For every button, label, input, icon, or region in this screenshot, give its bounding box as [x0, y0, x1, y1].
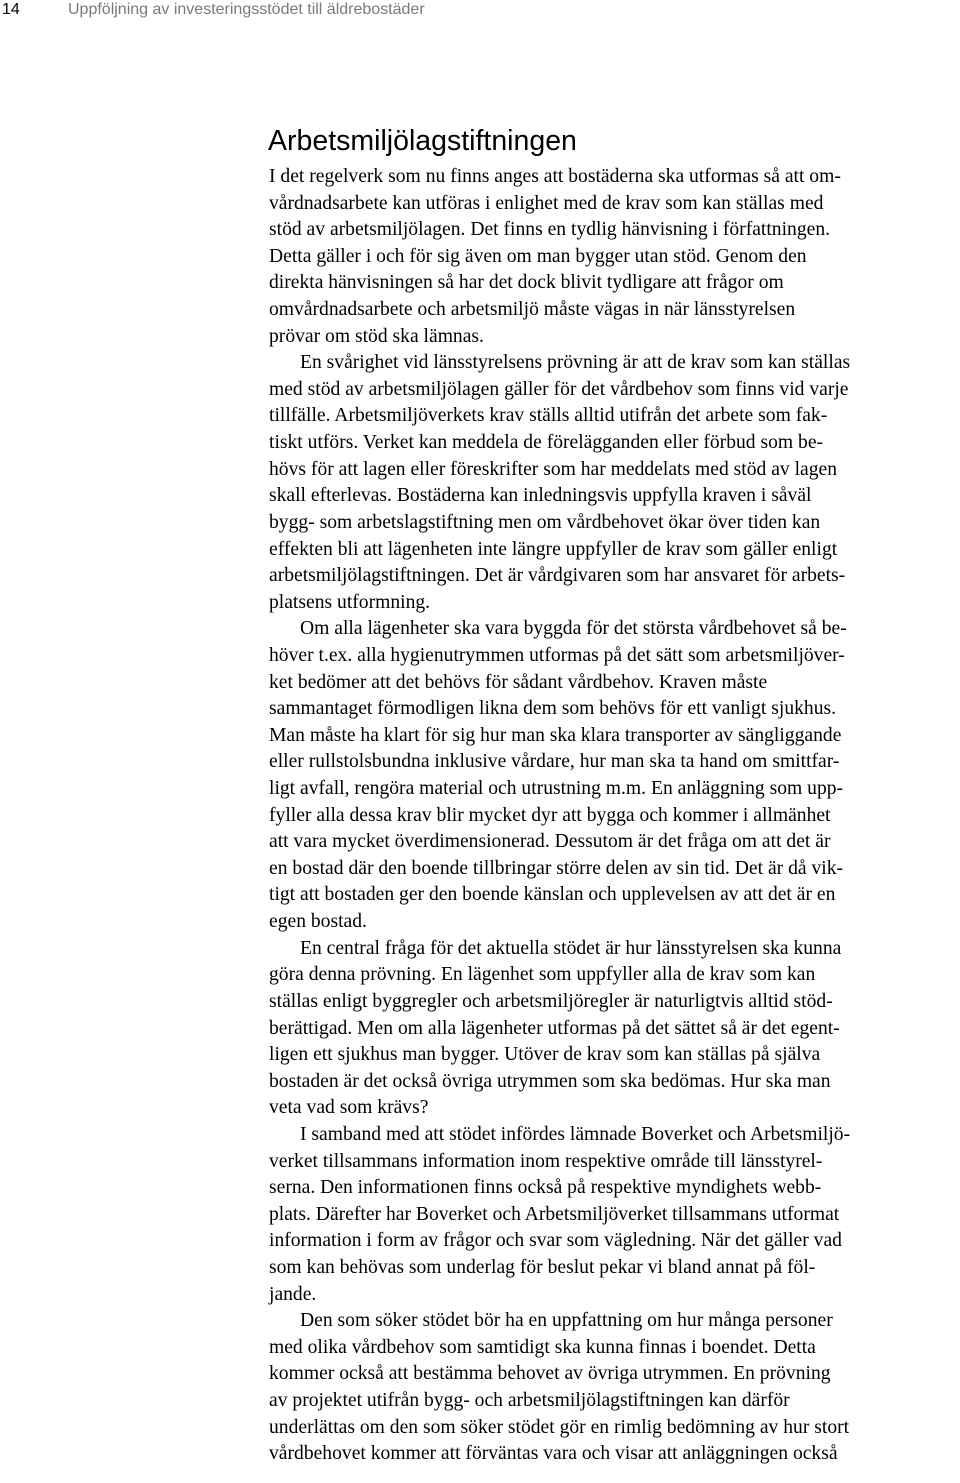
text-line: skall efterlevas. Bostäderna kan inledningsvis uppfylla kraven i såväl [269, 485, 812, 507]
text-line: bostaden är det också övriga utrymmen som ska bedömas. Hur ska man [269, 1070, 831, 1092]
running-header [0, 0, 960, 22]
text-line: höver t.ex. alla hygienutrymmen utformas på det sätt som arbetsmiljöver- [269, 644, 845, 666]
paragraph [269, 350, 959, 616]
text-line: information i form av frågor och svar som vägledning. När det gäller vad [269, 1230, 842, 1252]
section-heading: Arbetsmiljölagstiftningen [268, 125, 577, 157]
text-line: jande. [269, 1283, 317, 1305]
text-line: vårdbehovet kommer att förväntas vara och visar att anläggningen också [269, 1443, 838, 1465]
text-line: direkta hänvisningen så har det dock blivit tydligare att frågor om [269, 272, 784, 294]
text-line: underlättas om den som söker stödet gör en rimlig bedömning av hur stort [269, 1416, 850, 1438]
text-line: ket bedömer att det behövs för sådant vårdbehov. Kraven måste [269, 671, 768, 693]
text-line: verket tillsammans information inom respektive område till länsstyrel- [269, 1150, 823, 1172]
text-line: kommer också att bestämma behovet av övriga utrymmen. En prövning [269, 1363, 831, 1385]
text-line: I det regelverk som nu finns anges att bostäderna ska utformas så att om- [269, 166, 841, 187]
text-line: med stöd av arbetsmiljölagen gäller för det vårdbehov som finns vid varje [269, 378, 849, 400]
text-line: ligt avfall, rengöra material och utrustning m.m. En anläggning som upp- [269, 778, 844, 800]
text-line: berättigad. Men om alla lägenheter utformas på det sättet så är det egent- [269, 1017, 840, 1039]
text-line: sammantaget förmodligen likna dem som behövs för ett vanligt sjukhus. [269, 698, 837, 720]
text-line: vårdnadsarbete kan utföras i enlighet med de krav som kan ställas med [269, 192, 824, 214]
text-line: bygg- som arbetslagstiftning men om vårdbehovet ökar över tiden kan [269, 511, 821, 533]
text-line: göra denna prövning. En lägenhet som uppfyller alla de krav som kan [269, 964, 816, 986]
text-line: ligen ett sjukhus man bygger. Utöver de krav som kan ställas på själva [269, 1044, 821, 1066]
paragraph [269, 1122, 959, 1308]
text-line: eller rullstolsbundna inklusive vårdare, hur man ska ta hand om smittfar- [269, 751, 840, 773]
text-line: effekten bli att lägenheten inte längre uppfyller de krav som gäller enligt [269, 538, 838, 560]
text-line: En svårighet vid länsstyrelsens prövning är att de krav som kan ställas [300, 352, 851, 374]
text-line: stöd av arbetsmiljölagen. Det finns en tydlig hänvisning i författningen. [269, 219, 831, 241]
text-line: veta vad som krävs? [269, 1097, 429, 1119]
text-line: tillfälle. Arbetsmiljöverkets krav ställs alltid utifrån det arbete som fak- [269, 405, 828, 427]
text-line: Om alla lägenheter ska vara byggda för det största vårdbehovet så be- [300, 618, 847, 640]
text-line: som kan behövas som underlag för beslut pekar vi bland annat på föl- [269, 1256, 816, 1278]
text-line: arbetsmiljölagstiftningen. Det är vårdgivaren som har ansvaret för arbets- [269, 565, 846, 587]
text-line: fyller alla dessa krav blir mycket dyr att bygga och kommer i allmänhet [269, 804, 831, 826]
text-line: en bostad där den boende tillbringar större delen av sin tid. Det är då vik- [269, 857, 844, 879]
document-body [269, 124, 959, 1468]
text-line: omvårdnadsarbete och arbetsmiljö måste vägas in när länsstyrelsen [269, 299, 796, 321]
paragraph-list [269, 164, 959, 1468]
text-line: med olika vårdbehov som samtidigt ska kunna finnas i boendet. Detta [269, 1336, 816, 1358]
text-line: plats. Därefter har Boverket och Arbetsmiljöverket tillsammans utformat [269, 1203, 840, 1225]
text-line: Detta gäller i och för sig även om man bygger utan stöd. Genom den [269, 245, 807, 267]
paragraph [269, 164, 959, 350]
paragraph [269, 936, 959, 1122]
text-line: En central fråga för det aktuella stödet är hur länsstyrelsen ska kunna [300, 937, 842, 959]
text-line: serna. Den informationen finns också på respektive myndighets webb- [269, 1177, 822, 1199]
text-line: att vara mycket överdimensionerad. Dessutom är det fråga om att det är [269, 831, 831, 853]
text-line: av projektet utifrån bygg- och arbetsmiljölagstiftningen kan därför [269, 1390, 790, 1412]
running-title: Uppföljning av investeringsstödet till äldrebostäder [68, 1, 425, 18]
paragraph [269, 616, 959, 935]
text-line: egen bostad. [269, 911, 367, 933]
text-line: Man måste ha klart för sig hur man ska klara transporter av sängliggande [269, 724, 842, 746]
text-line: platsens utformning. [269, 591, 431, 613]
text-line: hövs för att lagen eller föreskrifter som har meddelats med stöd av lagen [269, 458, 838, 480]
text-line: Den som söker stödet bör ha en uppfattning om hur många personer [300, 1310, 833, 1332]
text-line: ställas enligt byggregler och arbetsmiljöregler är naturligtvis alltid stöd- [269, 990, 833, 1012]
page-number: 14 [2, 1, 20, 18]
text-line: prövar om stöd ska lämnas. [269, 325, 484, 347]
text-line: tigt att bostaden ger den boende känslan och upplevelsen av att det är en [269, 884, 836, 906]
text-line: tiskt utförs. Verket kan meddela de förelägganden eller förbud som be- [269, 432, 824, 454]
paragraph [269, 1308, 959, 1468]
text-line: I samband med att stödet infördes lämnade Boverket och Arbetsmiljö- [300, 1123, 851, 1145]
